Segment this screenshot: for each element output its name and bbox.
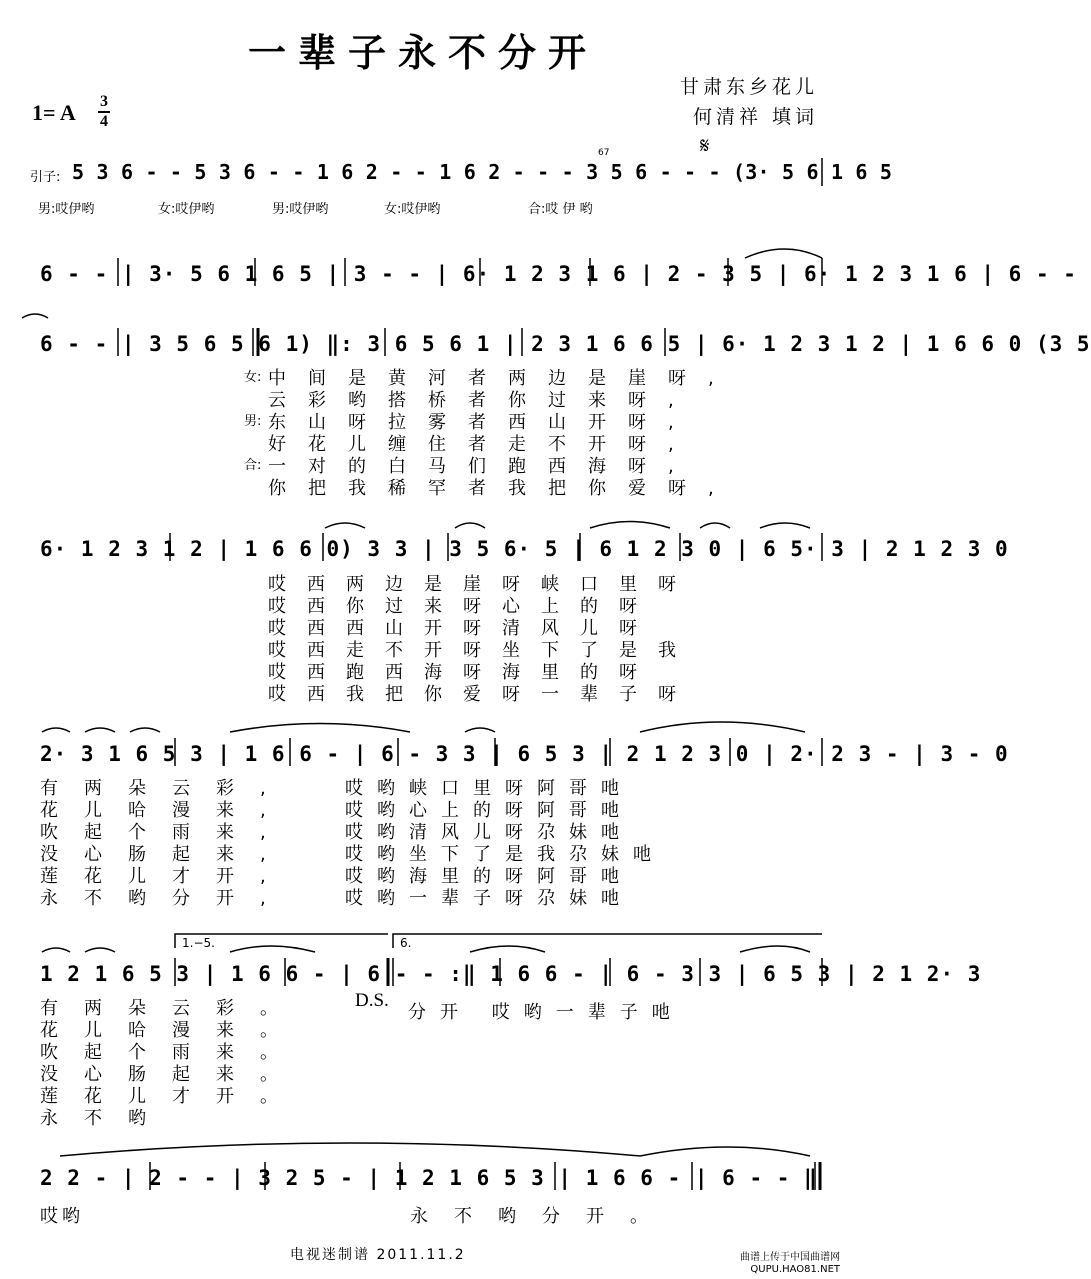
time-sig-top: 3 — [100, 93, 108, 110]
verse-5-line-1: 一对的白马们跑西海呀, — [268, 456, 696, 477]
verse-3-line-4: 哎哟清风儿呀尕妹吔 — [345, 822, 633, 843]
shout-1: 男:哎伊哟 — [38, 202, 95, 217]
volta-1: 1.−5. — [182, 936, 215, 950]
verse-6-line-1: 你把我稀罕者我把你爱呀, — [268, 478, 736, 499]
verse-6-line-2: 哎西我把你爱呀一辈子呀 — [268, 684, 697, 705]
verse-3-line-3: 吹起个雨来, — [40, 822, 292, 843]
watermark — [740, 1252, 840, 1276]
verse-2-line-3: 花儿哈漫来, — [40, 800, 292, 821]
volta-2: 6. — [400, 936, 412, 950]
shout-4: 女:哎伊哟 — [384, 202, 441, 217]
verse-2-line-5: 花儿哈漫来。 — [40, 1020, 304, 1041]
intro-label: 引子: — [30, 170, 61, 185]
credit-lyricist: 何清祥 填词 — [692, 106, 818, 128]
verse-5-line-5: 莲花儿才开。 — [40, 1086, 304, 1107]
verse-3-line-5: 吹起个雨来。 — [40, 1042, 304, 1063]
verse-1-line-5: 有两朵云彩。 — [40, 998, 304, 1019]
time-signature — [98, 94, 110, 130]
segno-icon: 𝄋 — [700, 134, 710, 159]
verse-6-line-4: 哎哟一辈子呀尕妹吔 — [345, 888, 633, 909]
final-lyric-a: 哎哟 — [40, 1206, 84, 1227]
notes-row-7: 2 2 - | 2 - - | 3 2 5 - | 1 2 1 6 5 3 | 1 6 6 - | 6 - - ‖ — [40, 1166, 818, 1190]
verse-label-female: 女: — [244, 370, 262, 385]
verse-6-line-5: 永不哟 — [40, 1108, 172, 1129]
verse-1-line-1: 中间是黄河者两边是崖呀, — [268, 368, 736, 389]
notes-row-4: 6· 1 2 3 1 2 | 1 6 6 0) 3 3 | 3 5 6· 5 | 6 1 2 3 0 | 6 5· 3 | 2 1 2 3 0 — [40, 537, 1009, 561]
verse-4-line-1: 好花儿缠住者走不开呀, — [268, 434, 696, 455]
notes-row-6: 1 2 1 6 5 3 | 1 6 6 - | 6 - - :‖ 1 6 6 - | 6 - 3 3 | 6 5 3 | 2 1 2· 3 — [40, 962, 982, 986]
watermark-line-1: 曲谱上传于中国曲谱网 — [740, 1252, 840, 1263]
verse-3-line-1: 东山呀拉雾者西山开呀, — [268, 412, 696, 433]
ending-lyric: 分开 哎哟一辈子吔 — [408, 1002, 684, 1023]
notes-row-3: 6 - - | 3 5 6 5 6 1) ‖: 3 6 5 6 1 | 2 3 1 6 6 5 | 6· 1 2 3 1 2 | 1 6 6 0 (3 5 — [40, 332, 1091, 356]
credit-origin: 甘肃东乡花儿 — [679, 76, 818, 98]
verse-5-line-4: 哎哟海里的呀阿哥吔 — [345, 866, 633, 887]
verse-4-line-2: 哎西走不开呀坐下了是我 — [268, 640, 697, 661]
verse-1-line-3: 有两朵云彩, — [40, 778, 292, 799]
notes-row-5: 2· 3 1 6 5 3 | 1 6 6 - | 6 - 3 3 | 6 5 3 | 2 1 2 3 0 | 2· 2 3 - | 3 - 0 — [40, 742, 1009, 766]
verse-5-line-2: 哎西跑西海呀海里的呀 — [268, 662, 658, 683]
final-lyric-b: 永不哟分开。 — [410, 1206, 674, 1227]
footer-credit: 电视迷制谱 2011.11.2 — [290, 1247, 466, 1263]
verse-1-line-4: 哎哟峡口里呀阿哥吔 — [345, 778, 633, 799]
verse-4-line-5: 没心肠起来。 — [40, 1064, 304, 1085]
grace-note: 67 — [598, 148, 610, 158]
watermark-line-2: QUPU.HAO81.NET — [750, 1264, 840, 1275]
dal-segno: D.S. — [355, 990, 389, 1011]
verse-1-line-2: 哎西两边是崖呀峡口里呀 — [268, 574, 697, 595]
verse-2-line-2: 哎西你过来呀心上的呀 — [268, 596, 658, 617]
verse-5-line-3: 莲花儿才开, — [40, 866, 292, 887]
notes-row-2: 6 - - | 3· 5 6 1 6 5 | 3 - - | 6· 1 2 3 1 6 | 2 - 3 5 | 6· 1 2 3 1 6 | 6 - - — [40, 262, 1077, 286]
song-title: 一辈子永不分开 — [247, 30, 598, 75]
notes-row-1: 5 3 6 - - 5 3 6 - - 1 6 2 - - 1 6 2 - - - 3 5 6 - - - (3· 5 6 1 6 5 — [72, 160, 893, 184]
shout-2: 女:哎伊哟 — [158, 202, 215, 217]
verse-4-line-3: 没心肠起来, — [40, 844, 292, 865]
verse-label-male: 男: — [244, 414, 262, 429]
verse-6-line-3: 永不哟分开, — [40, 888, 292, 909]
verse-2-line-4: 哎哟心上的呀阿哥吔 — [345, 800, 633, 821]
time-sig-bottom: 4 — [100, 113, 108, 130]
shout-5: 合:哎 伊 哟 — [528, 202, 593, 217]
verse-label-chorus: 合: — [244, 458, 262, 473]
shout-3: 男:哎伊哟 — [272, 202, 329, 217]
verse-4-line-4: 哎哟坐下了是我尕妹吔 — [345, 844, 665, 865]
verse-2-line-1: 云彩哟搭桥者你过来呀, — [268, 390, 696, 411]
key-signature: 1= A — [32, 100, 76, 125]
verse-3-line-2: 哎西西山开呀清风儿呀 — [268, 618, 658, 639]
